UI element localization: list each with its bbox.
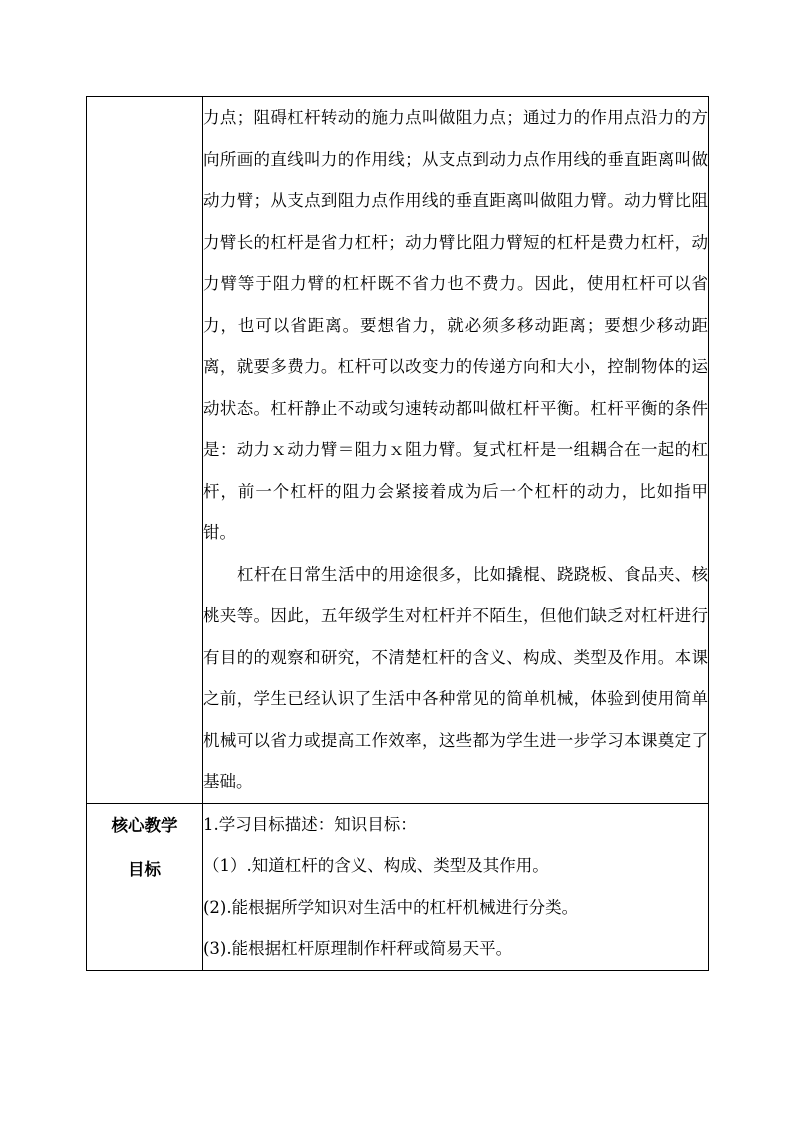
table-row xyxy=(87,803,709,970)
table-row xyxy=(87,97,709,804)
body-paragraph: 杠杆在日常生活中的用途很多，比如撬棍、跷跷板、食品夹、核桃夹等。因此，五年级学生对杠杆并不陌生，但他们缺乏对杠杆进行有目的的观察和研究，不清楚杠杆的含义、构成、类型及作用。本课之前，学生已经认识了生活中各种常见的简单机械，体验到使用简单机械可以省力或提高工作效率，这些都为学生进一步学习本课奠定了基础。 xyxy=(203,564,708,791)
goal-item: (3).能根据杠杆原理制作杆秤或简易天平。 xyxy=(203,939,513,958)
body-paragraph: 力点；阻碍杠杆转动的施力点叫做阻力点；通过力的作用点沿力的方向所画的直线叫力的作用线；从支点到动力点作用线的垂直距离叫做动力臂；从支点到阻力点作用线的垂直距离叫做阻力臂。动力臂比阻力臂长的杠杆是省力杠杆；动力臂比阻力臂短的杠杆是费力杠杆，动力臂等于阻力臂的杠杆既不省力也不费力。因此，使用杠杆可以省力，也可以省距离。要想省力，就必须多移动距离；要想少移动距离，就要多费力。杠杆可以改变力的传递方向和大小，控制物体的运动状态。杠杆静止不动或匀速转动都叫做杠杆平衡。杠杆平衡的条件是：动力ｘ动力臂＝阻力ｘ阻力臂。复式杠杆是一组耦合在一起的杠杆，前一个杠杆的阻力会紧接着成为后一个杠杆的动力，比如指甲钳。 xyxy=(203,108,708,542)
lesson-plan-table xyxy=(86,96,709,971)
goal-item: (2).能根据所学知识对生活中的杠杆机械进行分类。 xyxy=(203,897,579,917)
row-label-line: 核心教学 xyxy=(111,815,178,835)
empty-label-cell xyxy=(87,97,203,804)
goal-item: （1）.知道杠杆的含义、构成、类型及其作用。 xyxy=(203,856,549,875)
row-label-cell xyxy=(87,803,203,970)
row-label-line: 目标 xyxy=(128,859,161,879)
goal-item: 1.学习目标描述：知识目标： xyxy=(203,814,417,834)
goals-cell xyxy=(203,803,709,970)
content-cell xyxy=(203,97,709,804)
